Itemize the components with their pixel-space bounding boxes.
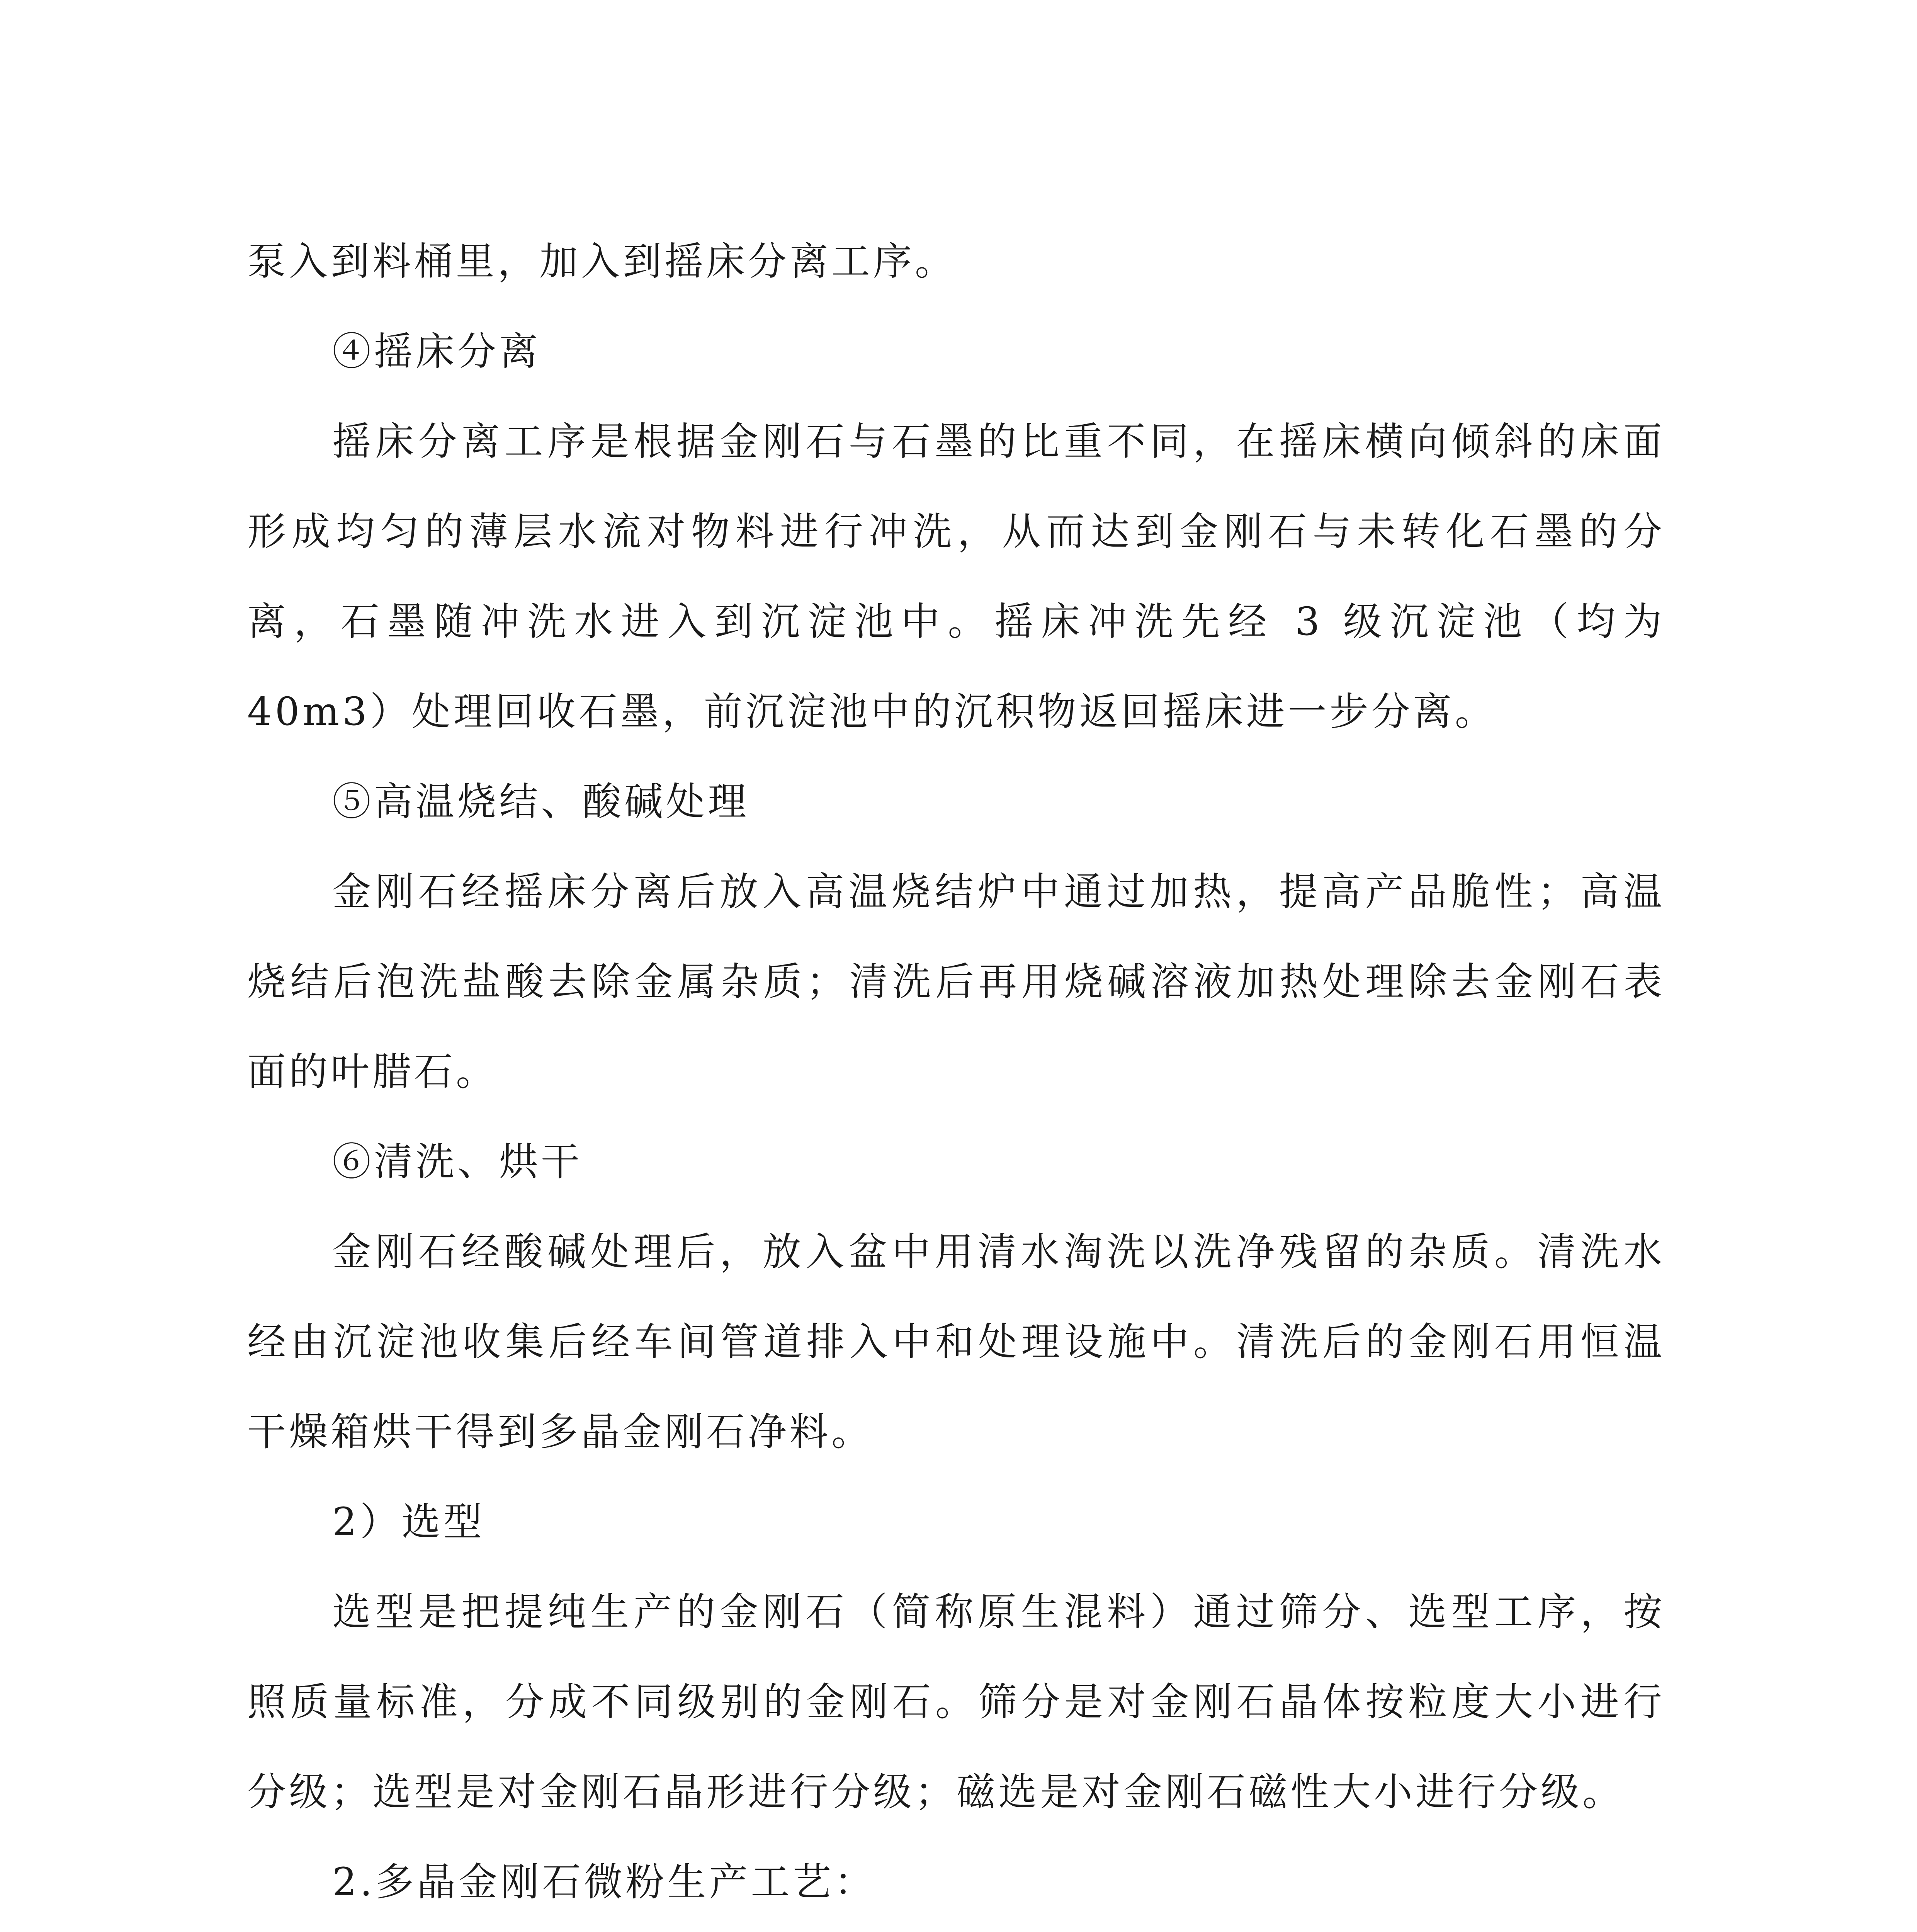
paragraph-sintering-process: 金刚石经摇床分离后放入高温烧结炉中通过加热，提高产品脆性；高温烧结后泡洗盐酸去除金属杂质；清洗后再用烧碱溶液加热处理除去金刚石表面的叶腊石。 — [247, 869, 1665, 1094]
paragraph-raw-material — [247, 1927, 1665, 1932]
paragraph-shaking-table-process: 摇床分离工序是根据金刚石与石墨的比重不同，在摇床横向倾斜的床面形成均匀的薄层水流对物料进行冲洗，从而达到金刚石与未转化石墨的分离，石墨随冲洗水进入到沉淀池中。摇床冲洗先经 3 级沉淀池（均为 40m3）处理回收石墨，前沉淀池中的沉积物返回摇床进一步分离。 — [247, 419, 1665, 734]
heading-shaking-table-separation: ④摇床分离 — [332, 329, 541, 374]
paragraph-cleaning-process: 金刚石经酸碱处理后，放入盆中用清水淘洗以洗净残留的杂质。清洗水经由沉淀池收集后经车间管道排入中和处理设施中。清洗后的金刚石用恒温干燥箱烘干得到多晶金刚石净料。 — [247, 1229, 1665, 1454]
paragraph-pump-to-bucket: 泵入到料桶里，加入到摇床分离工序。 — [247, 239, 957, 284]
heading-micropowder-process: 2.多晶金刚石微粉生产工艺： — [332, 1859, 876, 1905]
heading-selection: 2）选型 — [332, 1499, 485, 1544]
heading-high-temp-sintering: ⑤高温烧结、酸碱处理 — [332, 779, 749, 824]
document-body — [247, 216, 1665, 1932]
paragraph-selection-process: 选型是把提纯生产的金刚石（简称原生混料）通过筛分、选型工序，按照质量标准，分成不同级别的金刚石。筛分是对金刚石晶体按粒度大小进行分级；选型是对金刚石晶形进行分级；磁选是对金刚石磁性大小进行分级。 — [247, 1589, 1665, 1815]
heading-cleaning-drying: ⑥清洗、烘干 — [332, 1139, 583, 1184]
